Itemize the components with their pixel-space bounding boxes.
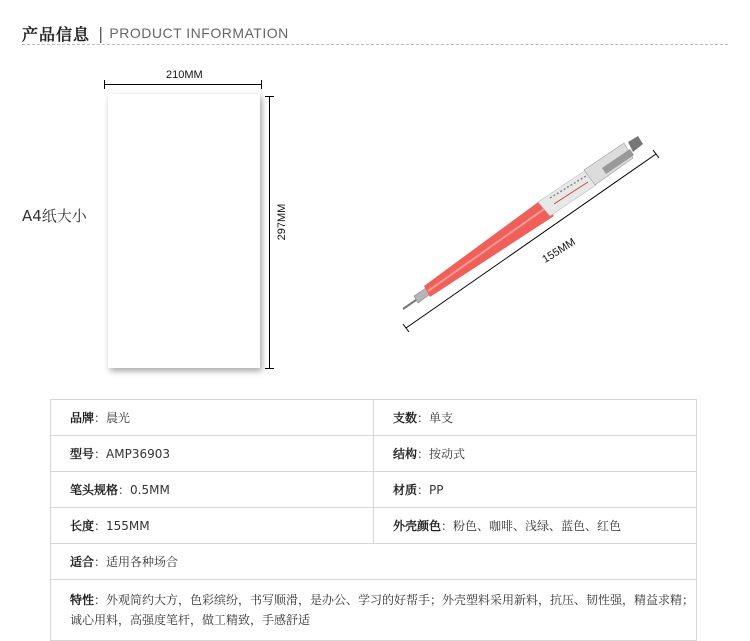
- spec-key: 笔头规格: [70, 483, 119, 497]
- spec-material: 材质：PP: [374, 472, 697, 508]
- section-title-en: PRODUCT INFORMATION: [109, 25, 289, 41]
- spec-structure: 结构：按动式: [374, 436, 697, 472]
- paper-height-dimension-line: [269, 96, 270, 369]
- spec-key: 型号: [70, 447, 95, 461]
- spec-key: 品牌: [70, 411, 95, 425]
- spec-value: PP: [429, 483, 444, 497]
- spec-value: 按动式: [429, 447, 466, 461]
- spec-value: 粉色、咖啡、浅绿、蓝色、红色: [453, 519, 622, 533]
- spec-value: 适用各种场合: [106, 555, 179, 569]
- spec-brand: 品牌：晨光: [51, 400, 374, 436]
- table-row: [51, 400, 697, 436]
- spec-value: AMP36903: [106, 447, 171, 461]
- section-title-cn: 产品信息: [22, 24, 91, 44]
- title-separator: |: [98, 23, 104, 43]
- a4-paper-image: [108, 94, 260, 368]
- spec-key: 支数: [393, 411, 418, 425]
- spec-suitable: 适合：适用各种场合: [51, 544, 697, 580]
- spec-value: 单支: [429, 411, 454, 425]
- spec-key: 结构: [393, 447, 418, 461]
- spec-table: [50, 399, 697, 641]
- table-row: [51, 472, 697, 508]
- spec-value-line1: 外观简约大方，色彩缤纷，书写顺滑，是办公、学习的好帮手；外壳塑料采用新料，抗压、韧性强，精益求精；: [106, 593, 695, 607]
- pen-tip: [403, 300, 416, 309]
- spec-value-line2: 诚心用料，高强度笔杆，做工精致，手感舒适: [70, 613, 311, 627]
- table-row: [51, 436, 697, 472]
- paper-width-label: 210MM: [166, 69, 203, 81]
- section-header: [22, 22, 289, 44]
- table-row: [51, 544, 697, 580]
- spec-colors: 外壳颜色：粉色、咖啡、浅绿、蓝色、红色: [374, 508, 697, 544]
- table-row: [51, 508, 697, 544]
- spec-key: 材质: [393, 483, 418, 497]
- spec-length: 长度：155MM: [51, 508, 374, 544]
- paper-width-dimension-line: [104, 84, 262, 85]
- pen-dimension: [403, 150, 659, 332]
- pen-length-label: 155MM: [540, 236, 578, 266]
- spec-key: 特性: [70, 593, 95, 607]
- pen-length-dimension-line: [406, 154, 656, 328]
- pen-illustration: [390, 130, 660, 340]
- pen-body: [403, 136, 643, 309]
- spec-features: 特性：外观简约大方，色彩缤纷，书写顺滑，是办公、学习的好帮手；外壳塑料采用新料，抗压、韧性强，精益求精； 诚心用料，高强度笔杆，做工精致，手感舒适: [51, 580, 697, 641]
- spec-count: 支数：单支: [374, 400, 697, 436]
- spec-key: 适合: [70, 555, 95, 569]
- spec-tip: 笔头规格：0.5MM: [51, 472, 374, 508]
- header-divider: [22, 44, 728, 45]
- paper-caption: A4纸大小: [22, 207, 87, 225]
- paper-height-label: 297MM: [276, 203, 288, 241]
- spec-key: 长度: [70, 519, 95, 533]
- spec-model: 型号：AMP36903: [51, 436, 374, 472]
- spec-key: 外壳颜色: [393, 519, 442, 533]
- spec-value: 0.5MM: [130, 483, 170, 497]
- table-row: [51, 580, 697, 641]
- spec-value: 155MM: [106, 519, 150, 533]
- pen-label-band: [538, 170, 596, 216]
- spec-value: 晨光: [106, 411, 131, 425]
